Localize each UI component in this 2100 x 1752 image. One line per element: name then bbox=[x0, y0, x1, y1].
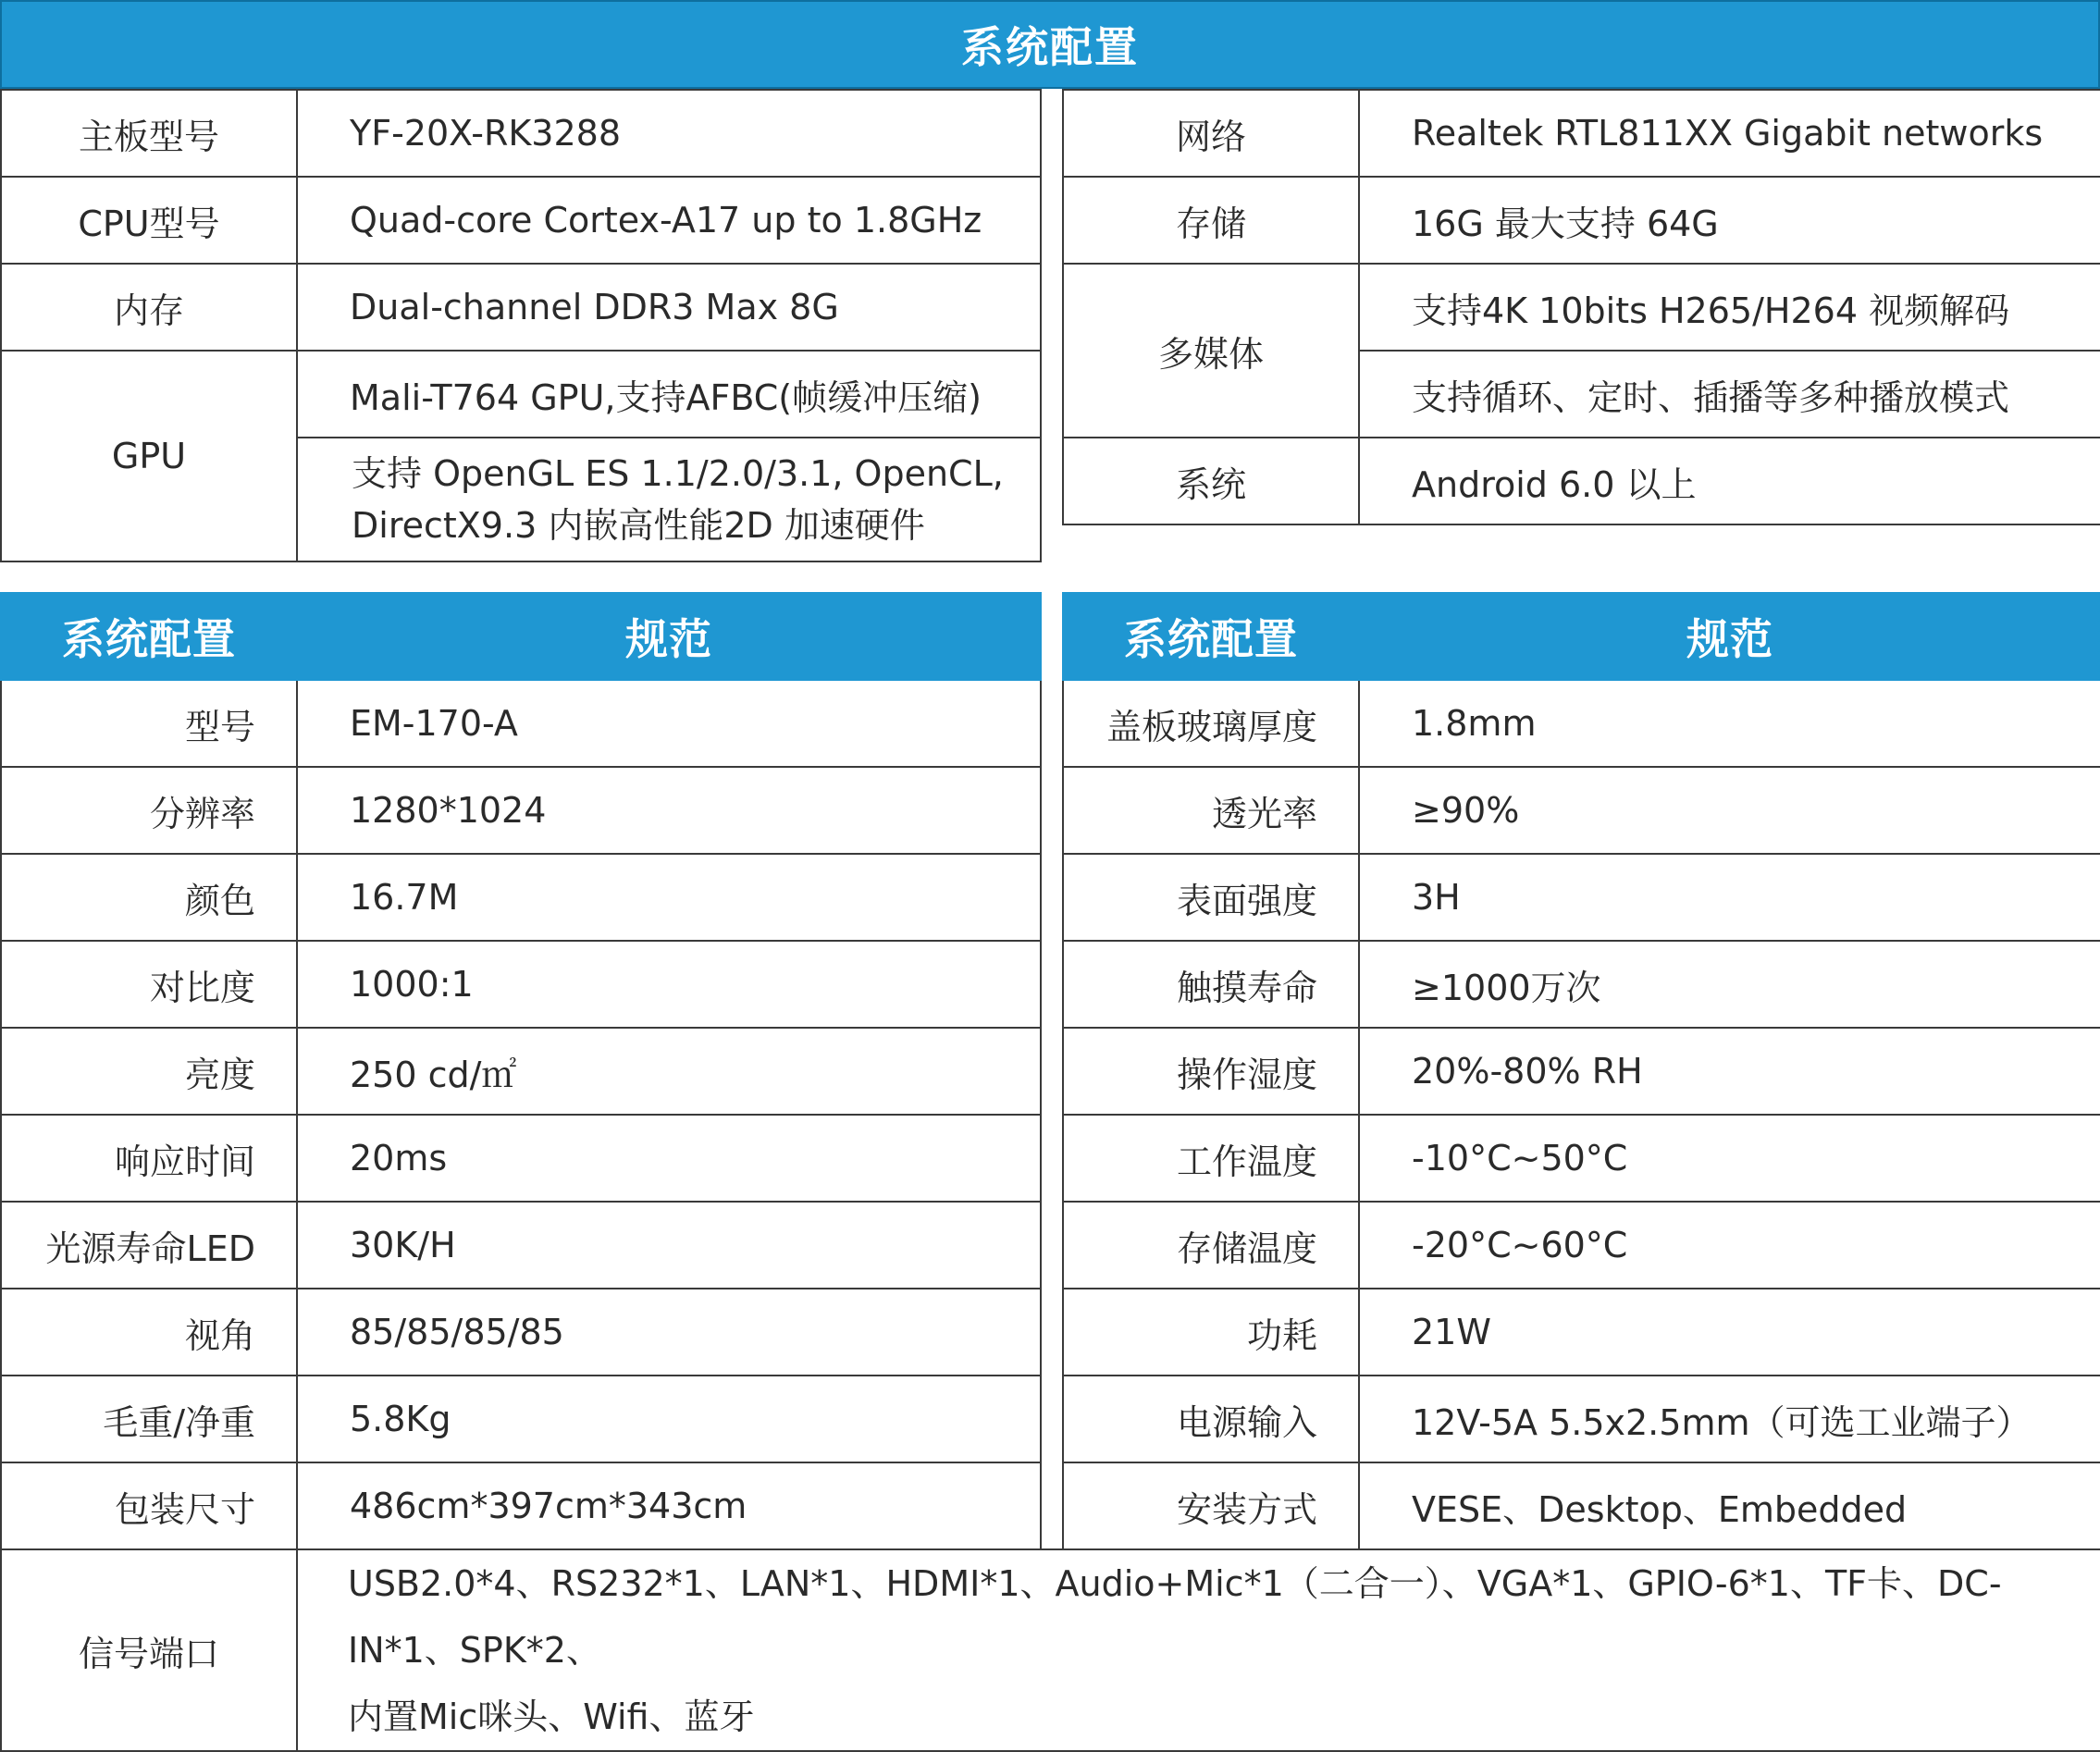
signal-ports-table bbox=[0, 1548, 2100, 1752]
row-value: 20ms bbox=[297, 1115, 1041, 1202]
row-label: 网络 bbox=[1063, 90, 1359, 177]
row-label: 电源输入 bbox=[1063, 1376, 1359, 1462]
spec-table-left bbox=[0, 592, 1042, 1550]
row-value: 16.7M bbox=[297, 854, 1041, 941]
table-row bbox=[1063, 1289, 2100, 1376]
row-value: -10°C~50°C bbox=[1359, 1115, 2100, 1202]
gpu-value-line1: Mali-T764 GPU,支持AFBC(帧缓冲压缩) bbox=[297, 351, 1041, 438]
row-label: 主板型号 bbox=[1, 90, 297, 177]
row-value: 30K/H bbox=[297, 1202, 1041, 1289]
row-label: 包装尺寸 bbox=[1, 1462, 297, 1549]
table-row bbox=[1, 767, 1041, 854]
row-value: 12V-5A 5.5x2.5mm（可选工业端子） bbox=[1359, 1376, 2100, 1462]
row-value: 1280*1024 bbox=[297, 767, 1041, 854]
gpu-value-line2: 支持 OpenGL ES 1.1/2.0/3.1, OpenCL, bbox=[352, 453, 1004, 494]
table-row bbox=[1063, 680, 2100, 767]
system-config-banner: 系统配置 bbox=[0, 0, 2100, 89]
row-value: ≥90% bbox=[1359, 767, 2100, 854]
row-value: 250 cd/㎡ bbox=[297, 1028, 1041, 1115]
header-config: 系统配置 bbox=[1, 593, 297, 680]
table-row bbox=[1063, 438, 2100, 524]
row-value: 3H bbox=[1359, 854, 2100, 941]
header-config: 系统配置 bbox=[1063, 593, 1359, 680]
ports-line2: 内置Mic咪头、Wifi、蓝牙 bbox=[348, 1696, 755, 1737]
row-label: CPU型号 bbox=[1, 177, 297, 264]
table-row bbox=[1063, 1115, 2100, 1202]
row-label: 安装方式 bbox=[1063, 1462, 1359, 1549]
row-label: 触摸寿命 bbox=[1063, 941, 1359, 1028]
row-label: 颜色 bbox=[1, 854, 297, 941]
table-row bbox=[1, 1115, 1041, 1202]
table-row bbox=[1063, 941, 2100, 1028]
row-value: EM-170-A bbox=[297, 680, 1041, 767]
row-value: 1000:1 bbox=[297, 941, 1041, 1028]
table-row bbox=[1, 1028, 1041, 1115]
header-spec: 规范 bbox=[1359, 593, 2100, 680]
row-value: 486cm*397cm*343cm bbox=[297, 1462, 1041, 1549]
table-row bbox=[1, 90, 1041, 177]
multimedia-value-line1: 支持4K 10bits H265/H264 视频解码 bbox=[1359, 264, 2100, 351]
row-label: 型号 bbox=[1, 680, 297, 767]
row-label: 盖板玻璃厚度 bbox=[1063, 680, 1359, 767]
row-label: 毛重/净重 bbox=[1, 1376, 297, 1462]
multimedia-label: 多媒体 bbox=[1063, 264, 1359, 438]
spec-header-row bbox=[1063, 593, 2100, 680]
gpu-value-lines bbox=[297, 438, 1041, 561]
row-value: 21W bbox=[1359, 1289, 2100, 1376]
row-label: 系统 bbox=[1063, 438, 1359, 524]
table-row bbox=[1, 177, 1041, 264]
row-value: Android 6.0 以上 bbox=[1359, 438, 2100, 524]
row-label: 分辨率 bbox=[1, 767, 297, 854]
header-spec: 规范 bbox=[297, 593, 1041, 680]
gpu-label: GPU bbox=[1, 351, 297, 561]
row-value: -20°C~60°C bbox=[1359, 1202, 2100, 1289]
row-value: 16G 最大支持 64G bbox=[1359, 177, 2100, 264]
row-label: 响应时间 bbox=[1, 1115, 297, 1202]
row-value: 1.8mm bbox=[1359, 680, 2100, 767]
row-label: 表面强度 bbox=[1063, 854, 1359, 941]
table-row bbox=[1, 351, 1041, 438]
table-row bbox=[1, 941, 1041, 1028]
row-label: 对比度 bbox=[1, 941, 297, 1028]
table-row bbox=[1063, 767, 2100, 854]
ports-label: 信号端口 bbox=[1, 1549, 297, 1751]
table-row bbox=[1, 680, 1041, 767]
ports-value bbox=[297, 1549, 2100, 1751]
table-row bbox=[1063, 177, 2100, 264]
row-value: ≥1000万次 bbox=[1359, 941, 2100, 1028]
row-value: Dual-channel DDR3 Max 8G bbox=[297, 264, 1041, 351]
table-row bbox=[1063, 264, 2100, 351]
row-label: 光源寿命LED bbox=[1, 1202, 297, 1289]
system-config-table-left bbox=[0, 89, 1042, 562]
gpu-value-line3: DirectX9.3 内嵌高性能2D 加速硬件 bbox=[352, 505, 925, 546]
table-row bbox=[1, 1202, 1041, 1289]
system-config-table-right bbox=[1062, 89, 2100, 525]
row-label: 透光率 bbox=[1063, 767, 1359, 854]
spec-table-right bbox=[1062, 592, 2100, 1550]
table-row bbox=[1, 854, 1041, 941]
table-row bbox=[1063, 854, 2100, 941]
row-value: YF-20X-RK3288 bbox=[297, 90, 1041, 177]
table-row bbox=[1063, 1202, 2100, 1289]
table-row bbox=[1063, 90, 2100, 177]
table-row bbox=[1063, 1462, 2100, 1549]
table-row bbox=[1, 1376, 1041, 1462]
row-value: VESE、Desktop、Embedded bbox=[1359, 1462, 2100, 1549]
table-row bbox=[1063, 1376, 2100, 1462]
row-label: 存储 bbox=[1063, 177, 1359, 264]
table-row bbox=[1, 1462, 1041, 1549]
row-label: 工作温度 bbox=[1063, 1115, 1359, 1202]
row-value: 5.8Kg bbox=[297, 1376, 1041, 1462]
row-value: Quad-core Cortex-A17 up to 1.8GHz bbox=[297, 177, 1041, 264]
row-value: Realtek RTL811XX Gigabit networks bbox=[1359, 90, 2100, 177]
table-row bbox=[1, 1289, 1041, 1376]
multimedia-value-line2: 支持循环、定时、插播等多种播放模式 bbox=[1359, 351, 2100, 438]
row-label: 亮度 bbox=[1, 1028, 297, 1115]
table-row bbox=[1063, 1028, 2100, 1115]
row-label: 内存 bbox=[1, 264, 297, 351]
row-label: 操作湿度 bbox=[1063, 1028, 1359, 1115]
row-label: 视角 bbox=[1, 1289, 297, 1376]
row-value: 85/85/85/85 bbox=[297, 1289, 1041, 1376]
row-value: 20%-80% RH bbox=[1359, 1028, 2100, 1115]
row-label: 功耗 bbox=[1063, 1289, 1359, 1376]
row-label: 存储温度 bbox=[1063, 1202, 1359, 1289]
table-row bbox=[1, 1549, 2100, 1751]
spec-header-row bbox=[1, 593, 1041, 680]
ports-line1: USB2.0*4、RS232*1、LAN*1、HDMI*1、Audio+Mic*1（二合一）、VGA*1、GPIO-6*1、TF卡、DC-IN*1、SPK*2、 bbox=[348, 1563, 2002, 1671]
table-row bbox=[1, 264, 1041, 351]
